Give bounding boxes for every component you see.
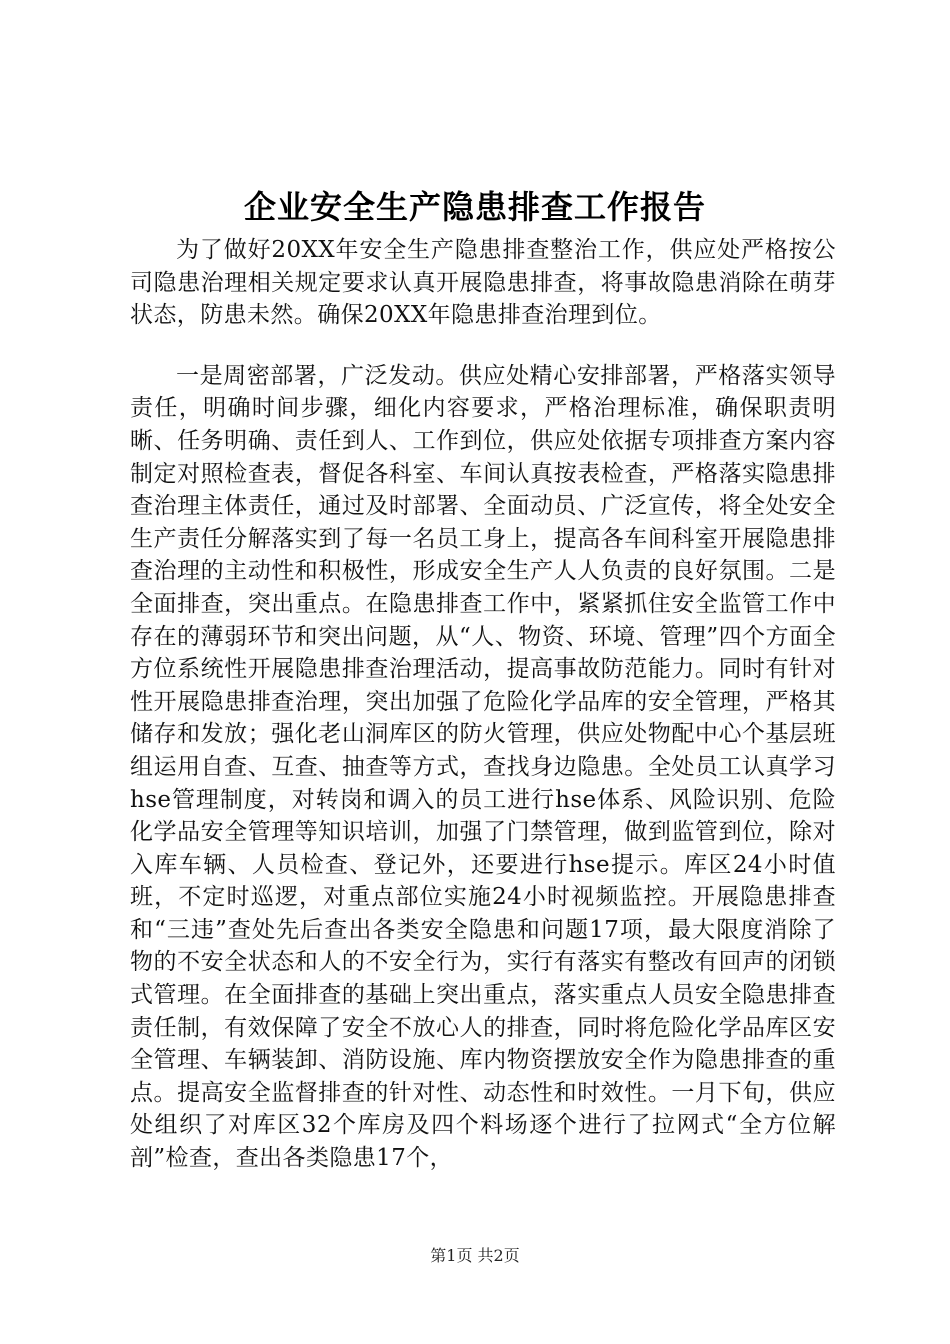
- main-paragraph: 一是周密部署，广泛发动。供应处精心安排部署，严格落实领导责任，明确时间步骤，细化内容要求，严格治理标准，确保职责明晰、任务明确、责任到人、工作到位，供应处依据专项排查方案内容制定对照检查表，督促各科室、车间认真按表检查，严格落实隐患排查治理主体责任，通过及时部署、全面动员、广泛宣传，将全处安全生产责任分解落实到了每一名员工身上，提高各车间科室开展隐患排查治理的主动性和积极性，形成安全生产人人负责的良好氛围。二是全面排查，突出重点。在隐患排查工作中，紧紧抓住安全监管工作中存在的薄弱环节和突出问题，从“人、物资、环境、管理”四个方面全方位系统性开展隐患排查治理活动，提高事故防范能力。同时有针对性开展隐患排查治理，突出加强了危险化学品库的安全管理，严格其储存和发放；强化老山洞库区的防火管理，供应处物配中心个基层班组运用自查、互查、抽查等方式，查找身边隐患。全处员工认真学习hse管理制度，对转岗和调入的员工进行hse体系、风险识别、危险化学品安全管理等知识培训，加强了门禁管理，做到监管到位，除对入库车辆、人员检查、登记外，还要进行hse提示。库区24小时值班，不定时巡逻，对重点部位实施24小时视频监控。开展隐患排查和“三违”查处先后查出各类安全隐患和问题17项，最大限度消除了物的不安全状态和人的不安全行为，实行有落实有整改有回声的闭锁式管理。在全面排查的基础上突出重点，落实重点人员安全隐患排查责任制，有效保障了安全不放心人的排查，同时将危险化学品库区安全管理、车辆装卸、消防设施、库内物资摆放安全作为隐患排查的重点。提高安全监督排查的针对性、动态性和时效性。一月下旬，供应处组织了对库区32个库房及四个料场逐个进行了拉网式“全方位解剖”检查，查出各类隐患17个，: [130, 362, 836, 1172]
- page-number-footer: 第1页 共2页: [430, 1246, 520, 1265]
- document-title: 企业安全生产隐患排查工作报告: [243, 188, 706, 226]
- intro-paragraph: 为了做好20XX年安全生产隐患排查整治工作，供应处严格按公司隐患治理相关规定要求认真开展隐患排查，将事故隐患消除在萌芽状态，防患未然。确保20XX年隐患排查治理到位。: [130, 237, 836, 329]
- document-body: [130, 234, 836, 1175]
